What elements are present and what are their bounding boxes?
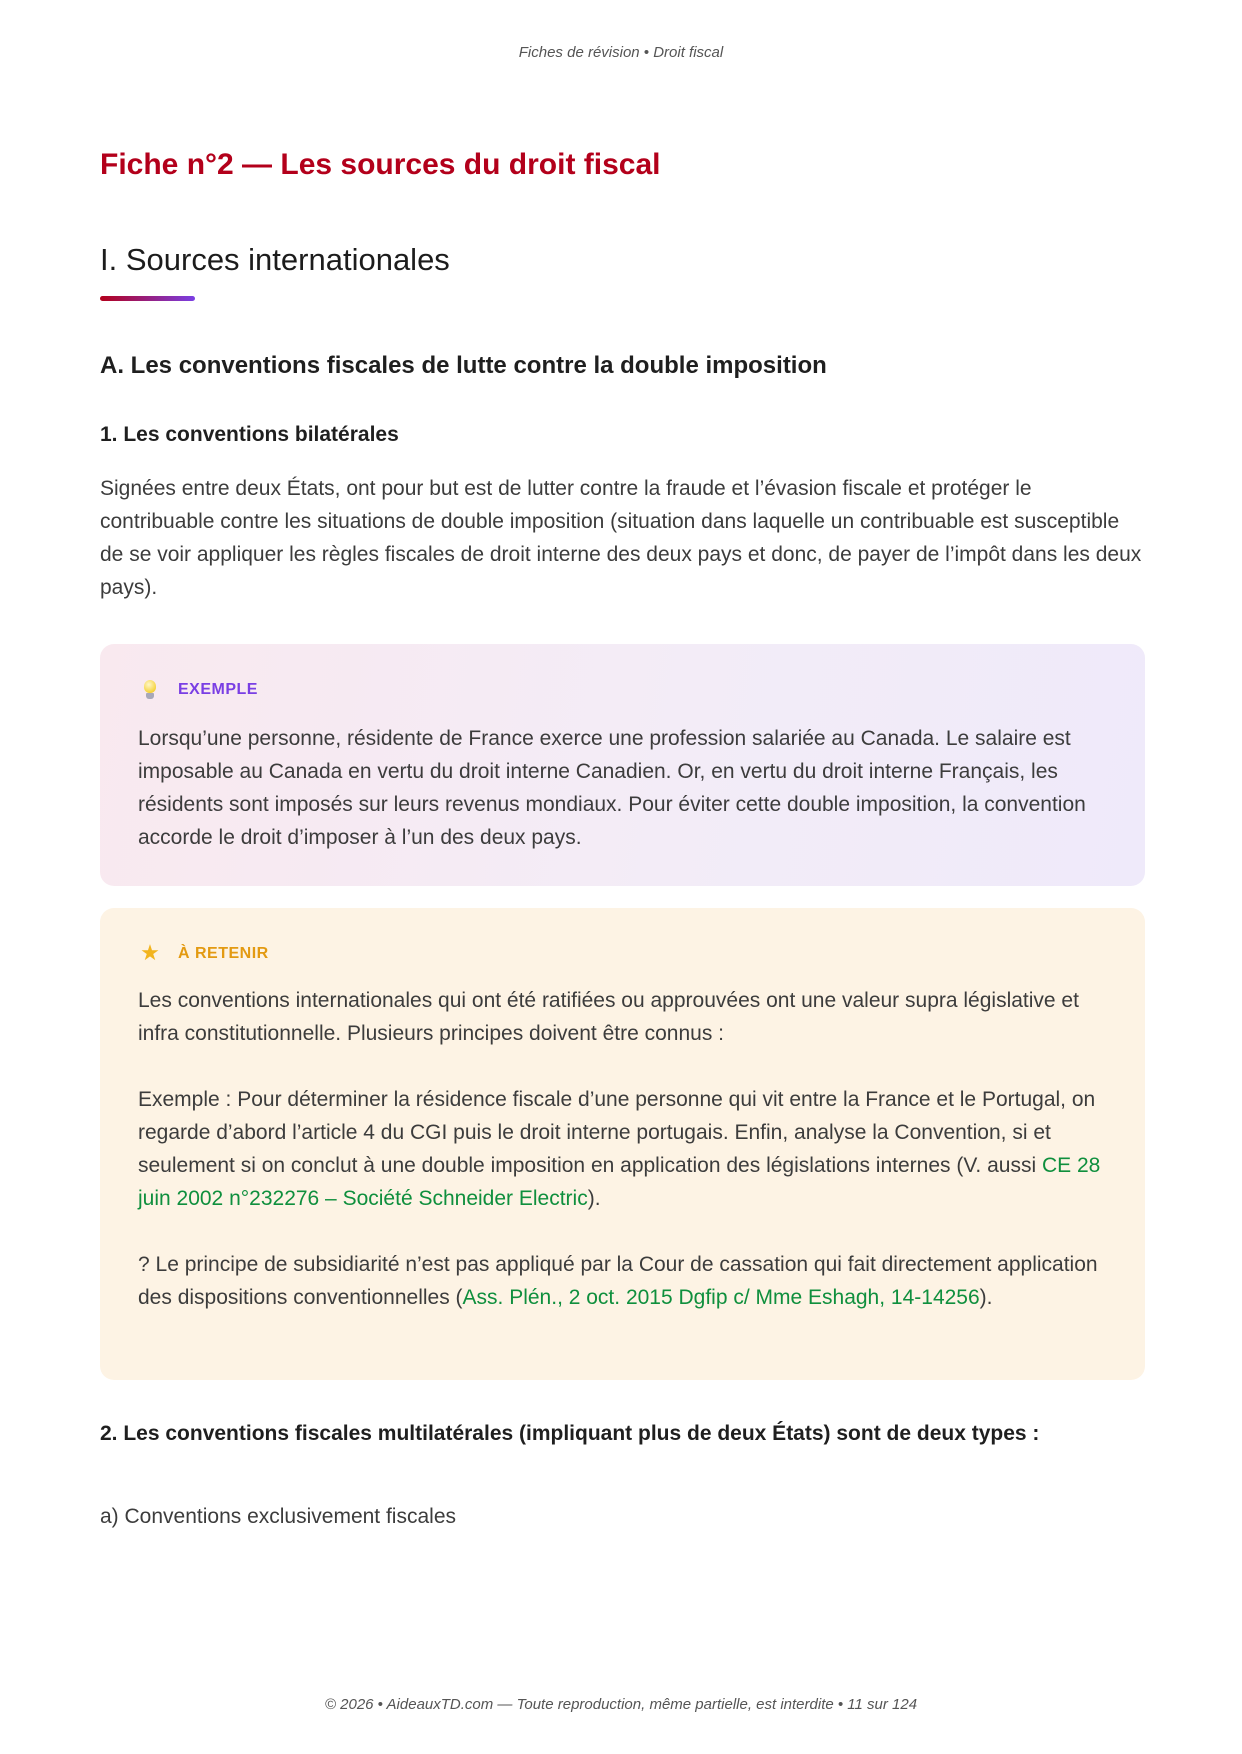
- case-reference-link[interactable]: CE 28 juin 2002 n°232276 – Société Schneider Electric: [138, 1154, 1101, 1210]
- running-header: Fiches de révision • Droit fiscal: [518, 44, 724, 61]
- example-callout-text: Lorsqu’une personne, résidente de France exerce une profession salariée au Canada. Le salaire est imposable au Canada en vertu du droit interne Canadien. Or, en vertu du droit interne Français, les résidents sont imposés sur leurs revenus mondiaux. Pour éviter cette double imposition, la convention accorde le droit d’imposer à l’un des deux pays.: [138, 727, 1086, 849]
- paragraph-bilateral-conventions: Signées entre deux États, ont pour but est de lutter contre la fraude et l’évasion fiscale et protéger le contribuable contre les situations de double imposition (situation dans laquelle un contribuable est susceptible de se voir appliquer les règles fiscales de droit interne des deux pays et donc, de payer de l’impôt dans les deux pays).: [100, 477, 1142, 599]
- retenir-label: À RETENIR: [178, 945, 269, 962]
- lightbulb-icon: [138, 678, 162, 702]
- retenir-p2-text: Exemple : Pour déterminer la résidence fiscale d’une personne qui vit entre la France et le Portugal, on regarde d’abord l’article 4 du CGI puis le droit interne portugais. Enfin, analyse la Convention, si et seulement si on conclut à une double imposition en application des législations internes (V. aussi: [138, 1088, 1096, 1177]
- retenir-p3-end: ).: [979, 1286, 993, 1309]
- retenir-callout-body: [138, 984, 1118, 1314]
- retenir-p2-end: ).: [587, 1187, 601, 1210]
- paragraph-multilateral-conventions: a) Conventions exclusivement fiscales: [100, 1505, 456, 1528]
- retenir-paragraph-2: [138, 1083, 1118, 1215]
- example-callout-header: [138, 678, 258, 702]
- fiche-title: Fiche n°2 — Les sources du droit fiscal: [100, 148, 661, 181]
- heading-multilateral-conventions: 2. Les conventions fiscales multilatérales (impliquant plus de deux États) sont de deux types :: [100, 1422, 1040, 1445]
- example-label: EXEMPLE: [178, 681, 258, 698]
- retenir-paragraph-3: [138, 1248, 1118, 1314]
- retenir-callout-header: [138, 942, 269, 966]
- retenir-p3-text: ? Le principe de subsidiarité n’est pas appliqué par la Cour de cassation qui fait directement application des dispositions conventionnelles (: [138, 1253, 1098, 1309]
- page-footer: © 2026 • AideauxTD.com — Toute reproduction, même partielle, est interdite • 11 sur 124: [324, 1696, 918, 1713]
- section-underline: [100, 296, 195, 301]
- heading-bilateral-conventions: 1. Les conventions bilatérales: [100, 423, 399, 446]
- retenir-paragraph-1: Les conventions internationales qui ont été ratifiées ou approuvées ont une valeur supra législative et infra constitutionnelle. Plusieurs principes doivent être connus :: [138, 989, 1079, 1045]
- subsection-title: A. Les conventions fiscales de lutte contre la double imposition: [100, 352, 827, 379]
- star-icon: ★: [140, 941, 160, 966]
- section-title: I. Sources internationales: [100, 242, 450, 277]
- case-reference-link[interactable]: Ass. Plén., 2 oct. 2015 Dgfip c/ Mme Eshagh, 14-14256: [462, 1286, 980, 1309]
